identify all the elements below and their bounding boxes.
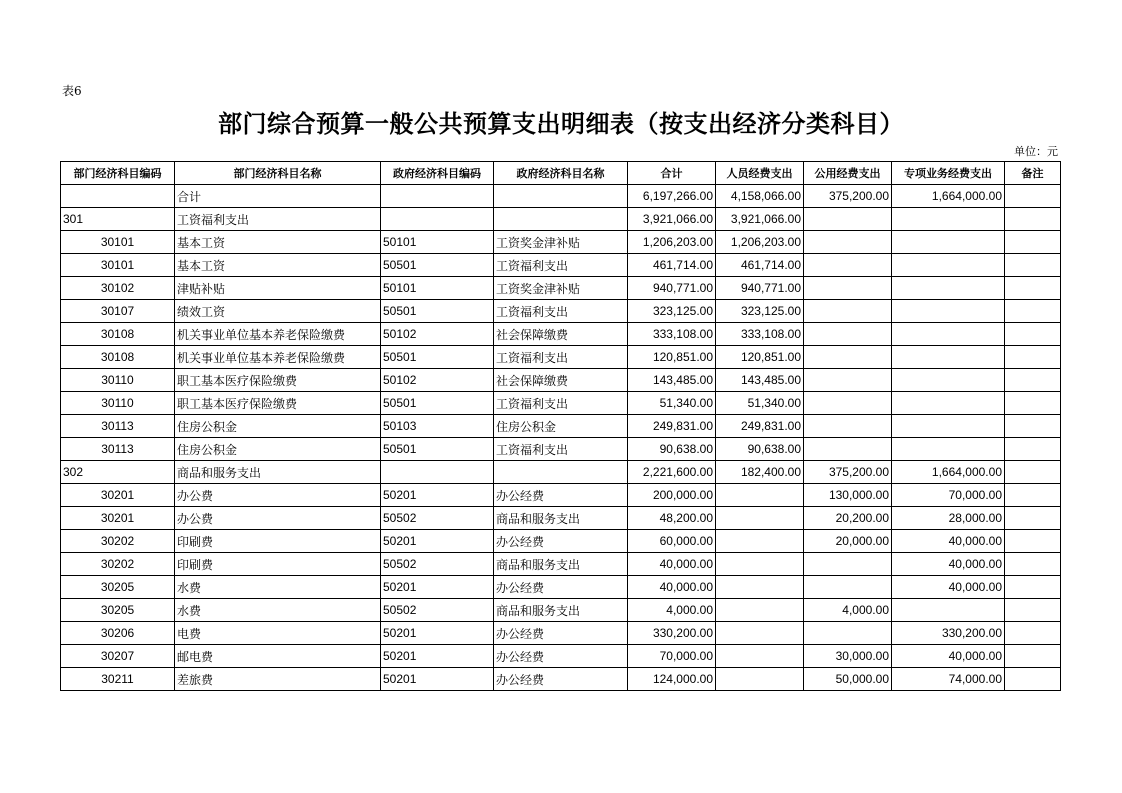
dept-name-cell: 办公费 [175, 507, 381, 530]
note-cell [1005, 392, 1061, 415]
public-cell [804, 622, 892, 645]
dept-code-cell: 30205 [61, 576, 175, 599]
dept-code-cell: 30102 [61, 277, 175, 300]
dept-name-cell: 水费 [175, 599, 381, 622]
note-cell [1005, 645, 1061, 668]
special-cell [892, 300, 1005, 323]
table-row [61, 438, 1061, 461]
personnel-cell: 323,125.00 [716, 300, 804, 323]
page-title: 部门综合预算一般公共预算支出明细表（按支出经济分类科目） [218, 110, 904, 138]
public-cell [804, 208, 892, 231]
public-cell [804, 553, 892, 576]
column-header: 合计 [628, 162, 716, 185]
dept-name-cell: 印刷费 [175, 530, 381, 553]
special-cell: 40,000.00 [892, 553, 1005, 576]
total-cell: 6,197,266.00 [628, 185, 716, 208]
special-cell [892, 346, 1005, 369]
special-cell: 40,000.00 [892, 576, 1005, 599]
total-cell: 330,200.00 [628, 622, 716, 645]
dept-name-cell: 机关事业单位基本养老保险缴费 [175, 346, 381, 369]
special-cell [892, 438, 1005, 461]
personnel-cell: 1,206,203.00 [716, 231, 804, 254]
note-cell [1005, 530, 1061, 553]
note-cell [1005, 208, 1061, 231]
note-cell [1005, 438, 1061, 461]
personnel-cell [716, 668, 804, 691]
dept-name-cell: 商品和服务支出 [175, 461, 381, 484]
total-cell: 143,485.00 [628, 369, 716, 392]
public-cell [804, 438, 892, 461]
personnel-cell [716, 622, 804, 645]
special-cell: 1,664,000.00 [892, 461, 1005, 484]
public-cell: 20,000.00 [804, 530, 892, 553]
gov-code-cell: 50201 [381, 576, 494, 599]
gov-name-cell: 社会保障缴费 [494, 369, 628, 392]
public-cell [804, 576, 892, 599]
dept-code-cell: 30113 [61, 438, 175, 461]
table-row [61, 622, 1061, 645]
gov-name-cell: 工资奖金津补贴 [494, 277, 628, 300]
dept-name-cell: 印刷费 [175, 553, 381, 576]
table-row [61, 346, 1061, 369]
gov-code-cell: 50502 [381, 507, 494, 530]
table-row [61, 484, 1061, 507]
personnel-cell: 182,400.00 [716, 461, 804, 484]
gov-name-cell: 办公经费 [494, 645, 628, 668]
table-row [61, 645, 1061, 668]
personnel-cell: 143,485.00 [716, 369, 804, 392]
table-row [61, 507, 1061, 530]
total-cell: 323,125.00 [628, 300, 716, 323]
gov-name-cell: 办公经费 [494, 484, 628, 507]
special-cell [892, 369, 1005, 392]
dept-code-cell: 30207 [61, 645, 175, 668]
gov-name-cell: 办公经费 [494, 576, 628, 599]
note-cell [1005, 484, 1061, 507]
table-row [61, 369, 1061, 392]
dept-name-cell: 合计 [175, 185, 381, 208]
personnel-cell: 3,921,066.00 [716, 208, 804, 231]
budget-detail-table [60, 161, 1061, 691]
dept-code-cell: 30107 [61, 300, 175, 323]
gov-code-cell: 50101 [381, 231, 494, 254]
dept-name-cell: 基本工资 [175, 254, 381, 277]
total-cell: 40,000.00 [628, 576, 716, 599]
total-cell: 48,200.00 [628, 507, 716, 530]
gov-name-cell [494, 185, 628, 208]
gov-name-cell: 住房公积金 [494, 415, 628, 438]
dept-name-cell: 住房公积金 [175, 438, 381, 461]
table-row [61, 576, 1061, 599]
dept-name-cell: 住房公积金 [175, 415, 381, 438]
gov-name-cell: 工资奖金津补贴 [494, 231, 628, 254]
gov-name-cell: 办公经费 [494, 622, 628, 645]
dept-name-cell: 电费 [175, 622, 381, 645]
note-cell [1005, 369, 1061, 392]
gov-name-cell: 办公经费 [494, 530, 628, 553]
table-row [61, 530, 1061, 553]
gov-name-cell: 办公经费 [494, 668, 628, 691]
gov-name-cell: 工资福利支出 [494, 438, 628, 461]
total-cell: 200,000.00 [628, 484, 716, 507]
unit-label: 单位：元 [1014, 145, 1058, 158]
table-row [61, 277, 1061, 300]
table-row [61, 185, 1061, 208]
note-cell [1005, 185, 1061, 208]
table-row [61, 300, 1061, 323]
personnel-cell: 90,638.00 [716, 438, 804, 461]
personnel-cell: 940,771.00 [716, 277, 804, 300]
total-cell: 940,771.00 [628, 277, 716, 300]
total-cell: 249,831.00 [628, 415, 716, 438]
table-row [61, 415, 1061, 438]
special-cell: 28,000.00 [892, 507, 1005, 530]
personnel-cell: 120,851.00 [716, 346, 804, 369]
total-cell: 461,714.00 [628, 254, 716, 277]
column-header: 人员经费支出 [716, 162, 804, 185]
special-cell [892, 323, 1005, 346]
note-cell [1005, 553, 1061, 576]
note-cell [1005, 461, 1061, 484]
personnel-cell [716, 507, 804, 530]
table-body [61, 185, 1061, 691]
table-row [61, 231, 1061, 254]
note-cell [1005, 323, 1061, 346]
dept-name-cell: 水费 [175, 576, 381, 599]
total-cell: 2,221,600.00 [628, 461, 716, 484]
special-cell [892, 415, 1005, 438]
column-header: 公用经费支出 [804, 162, 892, 185]
gov-code-cell: 50102 [381, 369, 494, 392]
public-cell [804, 369, 892, 392]
gov-code-cell: 50501 [381, 346, 494, 369]
gov-name-cell: 商品和服务支出 [494, 553, 628, 576]
public-cell [804, 323, 892, 346]
special-cell [892, 392, 1005, 415]
gov-code-cell: 50501 [381, 392, 494, 415]
dept-code-cell: 30211 [61, 668, 175, 691]
table-row [61, 599, 1061, 622]
personnel-cell [716, 645, 804, 668]
dept-code-cell: 30205 [61, 599, 175, 622]
special-cell [892, 277, 1005, 300]
gov-name-cell: 工资福利支出 [494, 346, 628, 369]
special-cell: 70,000.00 [892, 484, 1005, 507]
note-cell [1005, 507, 1061, 530]
dept-code-cell [61, 185, 175, 208]
table-row [61, 254, 1061, 277]
dept-code-cell: 30110 [61, 392, 175, 415]
gov-name-cell [494, 461, 628, 484]
gov-code-cell: 50101 [381, 277, 494, 300]
dept-name-cell: 职工基本医疗保险缴费 [175, 369, 381, 392]
dept-name-cell: 工资福利支出 [175, 208, 381, 231]
public-cell: 30,000.00 [804, 645, 892, 668]
note-cell [1005, 231, 1061, 254]
public-cell: 50,000.00 [804, 668, 892, 691]
dept-code-cell: 30206 [61, 622, 175, 645]
personnel-cell: 249,831.00 [716, 415, 804, 438]
column-header: 部门经济科目名称 [175, 162, 381, 185]
gov-name-cell: 工资福利支出 [494, 254, 628, 277]
table-row [61, 668, 1061, 691]
dept-name-cell: 办公费 [175, 484, 381, 507]
public-cell [804, 254, 892, 277]
total-cell: 90,638.00 [628, 438, 716, 461]
total-cell: 333,108.00 [628, 323, 716, 346]
dept-name-cell: 差旅费 [175, 668, 381, 691]
gov-code-cell: 50102 [381, 323, 494, 346]
gov-code-cell: 50201 [381, 668, 494, 691]
personnel-cell [716, 553, 804, 576]
gov-name-cell: 社会保障缴费 [494, 323, 628, 346]
gov-name-cell [494, 208, 628, 231]
gov-name-cell: 商品和服务支出 [494, 599, 628, 622]
personnel-cell [716, 484, 804, 507]
note-cell [1005, 346, 1061, 369]
gov-code-cell [381, 208, 494, 231]
special-cell: 74,000.00 [892, 668, 1005, 691]
gov-name-cell: 工资福利支出 [494, 300, 628, 323]
column-header: 政府经济科目编码 [381, 162, 494, 185]
dept-code-cell: 30202 [61, 553, 175, 576]
table-row [61, 461, 1061, 484]
dept-name-cell: 绩效工资 [175, 300, 381, 323]
total-cell: 70,000.00 [628, 645, 716, 668]
special-cell: 40,000.00 [892, 530, 1005, 553]
gov-code-cell: 50501 [381, 438, 494, 461]
public-cell [804, 346, 892, 369]
dept-name-cell: 职工基本医疗保险缴费 [175, 392, 381, 415]
dept-name-cell: 津贴补贴 [175, 277, 381, 300]
public-cell: 375,200.00 [804, 185, 892, 208]
gov-name-cell: 商品和服务支出 [494, 507, 628, 530]
special-cell [892, 208, 1005, 231]
dept-code-cell: 30202 [61, 530, 175, 553]
total-cell: 1,206,203.00 [628, 231, 716, 254]
table-number: 表6 [62, 84, 82, 98]
note-cell [1005, 622, 1061, 645]
personnel-cell: 461,714.00 [716, 254, 804, 277]
public-cell: 130,000.00 [804, 484, 892, 507]
dept-code-cell: 30101 [61, 254, 175, 277]
personnel-cell [716, 599, 804, 622]
dept-code-cell: 30201 [61, 484, 175, 507]
dept-code-cell: 302 [61, 461, 175, 484]
public-cell: 4,000.00 [804, 599, 892, 622]
note-cell [1005, 300, 1061, 323]
gov-code-cell: 50501 [381, 254, 494, 277]
gov-code-cell: 50201 [381, 484, 494, 507]
column-header: 专项业务经费支出 [892, 162, 1005, 185]
special-cell [892, 254, 1005, 277]
gov-code-cell: 50201 [381, 530, 494, 553]
dept-code-cell: 30201 [61, 507, 175, 530]
personnel-cell [716, 576, 804, 599]
special-cell: 330,200.00 [892, 622, 1005, 645]
dept-code-cell: 30113 [61, 415, 175, 438]
public-cell: 20,200.00 [804, 507, 892, 530]
dept-code-cell: 30108 [61, 346, 175, 369]
gov-code-cell: 50201 [381, 622, 494, 645]
public-cell [804, 231, 892, 254]
total-cell: 124,000.00 [628, 668, 716, 691]
table-row [61, 392, 1061, 415]
gov-code-cell: 50501 [381, 300, 494, 323]
table-row [61, 208, 1061, 231]
dept-code-cell: 30110 [61, 369, 175, 392]
note-cell [1005, 277, 1061, 300]
gov-code-cell: 50502 [381, 599, 494, 622]
personnel-cell: 51,340.00 [716, 392, 804, 415]
total-cell: 3,921,066.00 [628, 208, 716, 231]
special-cell: 1,664,000.00 [892, 185, 1005, 208]
personnel-cell: 4,158,066.00 [716, 185, 804, 208]
gov-code-cell: 50103 [381, 415, 494, 438]
gov-name-cell: 工资福利支出 [494, 392, 628, 415]
table-row [61, 553, 1061, 576]
gov-code-cell: 50201 [381, 645, 494, 668]
column-header: 部门经济科目编码 [61, 162, 175, 185]
total-cell: 60,000.00 [628, 530, 716, 553]
gov-code-cell [381, 185, 494, 208]
note-cell [1005, 599, 1061, 622]
gov-code-cell [381, 461, 494, 484]
personnel-cell: 333,108.00 [716, 323, 804, 346]
gov-code-cell: 50502 [381, 553, 494, 576]
total-cell: 51,340.00 [628, 392, 716, 415]
personnel-cell [716, 530, 804, 553]
dept-code-cell: 30108 [61, 323, 175, 346]
public-cell: 375,200.00 [804, 461, 892, 484]
note-cell [1005, 576, 1061, 599]
public-cell [804, 277, 892, 300]
total-cell: 120,851.00 [628, 346, 716, 369]
total-cell: 4,000.00 [628, 599, 716, 622]
special-cell [892, 231, 1005, 254]
table-header-row [61, 162, 1061, 185]
public-cell [804, 300, 892, 323]
special-cell: 40,000.00 [892, 645, 1005, 668]
note-cell [1005, 415, 1061, 438]
public-cell [804, 392, 892, 415]
special-cell [892, 599, 1005, 622]
note-cell [1005, 668, 1061, 691]
note-cell [1005, 254, 1061, 277]
dept-name-cell: 基本工资 [175, 231, 381, 254]
dept-code-cell: 30101 [61, 231, 175, 254]
total-cell: 40,000.00 [628, 553, 716, 576]
public-cell [804, 415, 892, 438]
column-header: 政府经济科目名称 [494, 162, 628, 185]
column-header: 备注 [1005, 162, 1061, 185]
table-row [61, 323, 1061, 346]
dept-code-cell: 301 [61, 208, 175, 231]
dept-name-cell: 机关事业单位基本养老保险缴费 [175, 323, 381, 346]
dept-name-cell: 邮电费 [175, 645, 381, 668]
